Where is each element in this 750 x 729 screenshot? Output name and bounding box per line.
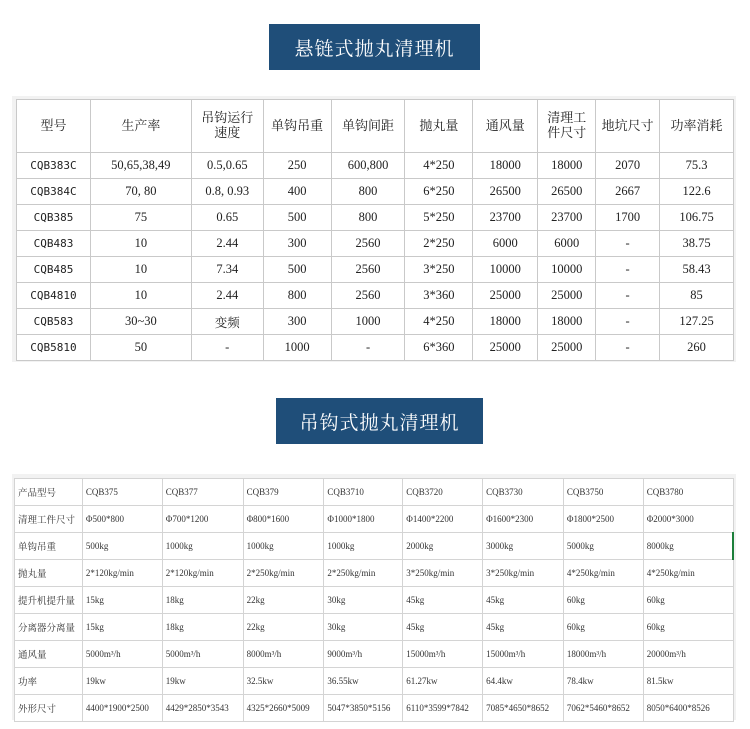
table1-cell: 122.6 (660, 179, 734, 205)
table1-model-cell: CQB385 (17, 205, 91, 231)
table2-cell: 1000kg (162, 533, 243, 560)
table2-cell: 45kg (483, 614, 564, 641)
table1-model-cell: CQB4810 (17, 283, 91, 309)
table1-cell: 25000 (473, 335, 538, 361)
table2-cell: 30kg (324, 614, 403, 641)
table1-cell: 30~30 (90, 309, 191, 335)
table1-row (17, 153, 734, 179)
table2-cell: CQB377 (162, 479, 243, 506)
table1-cell: 2070 (596, 153, 660, 179)
table1-cell: 800 (263, 283, 331, 309)
table1-cell: - (596, 335, 660, 361)
table2-cell: 45kg (483, 587, 564, 614)
table2-label-cell: 清理工件尺寸 (15, 506, 83, 533)
table1-cell: 0.5,0.65 (191, 153, 263, 179)
table1-header-cell: 单钩吊重 (263, 100, 331, 153)
table1-header-cell: 单钩间距 (331, 100, 405, 153)
table2-cell: 3000kg (483, 533, 564, 560)
table1-header-cell: 通风量 (473, 100, 538, 153)
table1-cell: 4*250 (405, 153, 473, 179)
table1-cell: 25000 (538, 335, 596, 361)
table2-label-cell: 抛丸量 (15, 560, 83, 587)
table2-cell: 60kg (563, 614, 643, 641)
table1-header-cell: 型号 (17, 100, 91, 153)
table2-label-cell: 提升机提升量 (15, 587, 83, 614)
table1-cell: 23700 (538, 205, 596, 231)
table1-cell: 50 (90, 335, 191, 361)
table2-cell: CQB3720 (403, 479, 483, 506)
table2-cell: 5047*3850*5156 (324, 695, 403, 722)
table2-cell: 30kg (324, 587, 403, 614)
table2-cell: 9000m³/h (324, 641, 403, 668)
table2-cell: 60kg (563, 587, 643, 614)
table2-cell: Φ2000*3000 (643, 506, 733, 533)
table2-cell: 8050*6400*8526 (643, 695, 733, 722)
table1-cell: - (596, 309, 660, 335)
table1-header-row (17, 100, 734, 153)
table1-header-cell: 生产率 (90, 100, 191, 153)
table1-cell: 25000 (538, 283, 596, 309)
table1-cell: 2560 (331, 257, 405, 283)
table1-cell: 18000 (538, 153, 596, 179)
table2-label-cell: 通风量 (15, 641, 83, 668)
hook-type-spec-table (14, 478, 734, 722)
title-suspension-chain: 悬链式抛丸清理机 (269, 24, 480, 70)
table1-cell: 800 (331, 179, 405, 205)
table1-model-cell: CQB583 (17, 309, 91, 335)
table2-cell: 36.55kw (324, 668, 403, 695)
table1-cell: 10 (90, 257, 191, 283)
table1-cell: 50,65,38,49 (90, 153, 191, 179)
table2-cell: 81.5kw (643, 668, 733, 695)
table2-row (15, 479, 734, 506)
table1-cell: 260 (660, 335, 734, 361)
table2-cell: 4400*1900*2500 (82, 695, 162, 722)
table2-cell: CQB375 (82, 479, 162, 506)
table1-cell: 500 (263, 257, 331, 283)
table1-model-cell: CQB383C (17, 153, 91, 179)
table2-cell: 19kw (162, 668, 243, 695)
table1-cell: 7.34 (191, 257, 263, 283)
table2-cell: 15000m³/h (403, 641, 483, 668)
table1-cell: 10000 (473, 257, 538, 283)
table1-cell: 1000 (331, 309, 405, 335)
table2-row (15, 695, 734, 722)
table1-header-cell: 地坑尺寸 (596, 100, 660, 153)
table2-row (15, 506, 734, 533)
table2-cell: 32.5kw (243, 668, 324, 695)
table2-cell: 22kg (243, 614, 324, 641)
table2-cell: Φ1000*1800 (324, 506, 403, 533)
table1-cell: 10 (90, 231, 191, 257)
table1-row (17, 231, 734, 257)
table1-cell: 400 (263, 179, 331, 205)
table2-cell: 2*250kg/min (324, 560, 403, 587)
table2-cell: 1000kg (243, 533, 324, 560)
table2-row (15, 668, 734, 695)
table2-cell: 7085*4650*8652 (483, 695, 564, 722)
table1-cell: 75 (90, 205, 191, 231)
table2-cell: Φ500*800 (82, 506, 162, 533)
table1-cell: - (596, 231, 660, 257)
table2-cell: 20000m³/h (643, 641, 733, 668)
table1-cell: 85 (660, 283, 734, 309)
table2-cell: 61.27kw (403, 668, 483, 695)
table1-cell: 0.8, 0.93 (191, 179, 263, 205)
table1-cell: 18000 (473, 153, 538, 179)
table2-cell: 15kg (82, 614, 162, 641)
table2-cell: Φ1800*2500 (563, 506, 643, 533)
table2-row (15, 614, 734, 641)
table1-cell: 106.75 (660, 205, 734, 231)
table2-label-cell: 外形尺寸 (15, 695, 83, 722)
table1-cell: 2.44 (191, 231, 263, 257)
table1-cell: 10000 (538, 257, 596, 283)
table2-cell: 7062*5460*8652 (563, 695, 643, 722)
table1-cell: - (331, 335, 405, 361)
table2-cell: 4*250kg/min (643, 560, 733, 587)
table2-cell: 3*250kg/min (483, 560, 564, 587)
table2-cell: 4429*2850*3543 (162, 695, 243, 722)
table2-cell: CQB3730 (483, 479, 564, 506)
table2-cell: 19kw (82, 668, 162, 695)
table2-cell: 4*250kg/min (563, 560, 643, 587)
table1-row (17, 179, 734, 205)
table2-cell: CQB379 (243, 479, 324, 506)
table2-cell: Φ1400*2200 (403, 506, 483, 533)
table1-cell: 70, 80 (90, 179, 191, 205)
table2-cell: 5000kg (563, 533, 643, 560)
table1-cell: 300 (263, 231, 331, 257)
table1-cell: 300 (263, 309, 331, 335)
table1-cell: 6*250 (405, 179, 473, 205)
table2-cell: CQB3750 (563, 479, 643, 506)
table1-cell: 38.75 (660, 231, 734, 257)
table2-cell: 1000kg (324, 533, 403, 560)
table2-cell: CQB3780 (643, 479, 733, 506)
table1-cell: - (596, 283, 660, 309)
table1-cell: 23700 (473, 205, 538, 231)
table1-cell: 127.25 (660, 309, 734, 335)
table1-cell: 500 (263, 205, 331, 231)
table1-header-cell: 吊钩运行 速度 (191, 100, 263, 153)
table1-cell: 10 (90, 283, 191, 309)
table1-cell: 5*250 (405, 205, 473, 231)
table1-cell: 变频 (191, 309, 263, 335)
table2-cell: 45kg (403, 587, 483, 614)
table2-cell: 500kg (82, 533, 162, 560)
title-hook-type: 吊钩式抛丸清理机 (276, 398, 483, 444)
table1-cell: 2560 (331, 283, 405, 309)
table2-cell: 4325*2660*5009 (243, 695, 324, 722)
table1-cell: 26500 (473, 179, 538, 205)
table1-model-cell: CQB384C (17, 179, 91, 205)
table2-label-cell: 产品型号 (15, 479, 83, 506)
table2-cell: 8000m³/h (243, 641, 324, 668)
table1-cell: 26500 (538, 179, 596, 205)
table1-cell: 1700 (596, 205, 660, 231)
table2-cell: 5000m³/h (162, 641, 243, 668)
table2-cell: 18000m³/h (563, 641, 643, 668)
table1-cell: 2*250 (405, 231, 473, 257)
table1-cell: - (191, 335, 263, 361)
table1-row (17, 283, 734, 309)
table1-row (17, 309, 734, 335)
table2-row (15, 560, 734, 587)
table1-header-cell: 抛丸量 (405, 100, 473, 153)
table1-cell: 1000 (263, 335, 331, 361)
table1-cell: 800 (331, 205, 405, 231)
table2-row (15, 641, 734, 668)
table1-cell: 25000 (473, 283, 538, 309)
table1-cell: 18000 (538, 309, 596, 335)
table2-label-cell: 单钩吊重 (15, 533, 83, 560)
table1-cell: 6000 (538, 231, 596, 257)
table2-cell: Φ800*1600 (243, 506, 324, 533)
table2-cell: 15kg (82, 587, 162, 614)
table1-cell: - (596, 257, 660, 283)
table1-row (17, 257, 734, 283)
suspension-chain-spec-table (16, 99, 734, 361)
table2-cell: 60kg (643, 587, 733, 614)
table1-cell: 0.65 (191, 205, 263, 231)
table2-cell: 22kg (243, 587, 324, 614)
table2-cell: 18kg (162, 614, 243, 641)
table1-cell: 2667 (596, 179, 660, 205)
table1-model-cell: CQB485 (17, 257, 91, 283)
table2-cell: 2*120kg/min (162, 560, 243, 587)
table2-cell: Φ700*1200 (162, 506, 243, 533)
table2-cell: 64.4kw (483, 668, 564, 695)
table1-cell: 2560 (331, 231, 405, 257)
table2-cell: 2*250kg/min (243, 560, 324, 587)
table2-label-cell: 功率 (15, 668, 83, 695)
table1-cell: 600,800 (331, 153, 405, 179)
table1-header-cell: 功率消耗 (660, 100, 734, 153)
table1-cell: 6000 (473, 231, 538, 257)
table2-cell: 78.4kw (563, 668, 643, 695)
table1-cell: 75.3 (660, 153, 734, 179)
table1-cell: 250 (263, 153, 331, 179)
table2-cell: 5000m³/h (82, 641, 162, 668)
table1-model-cell: CQB483 (17, 231, 91, 257)
table2-cell: 3*250kg/min (403, 560, 483, 587)
table2-row (15, 587, 734, 614)
table2-row (15, 533, 734, 560)
table1-cell: 3*250 (405, 257, 473, 283)
table2-cell: 8000kg (643, 533, 733, 560)
table2-cell: 45kg (403, 614, 483, 641)
table1-cell: 2.44 (191, 283, 263, 309)
table1-cell: 58.43 (660, 257, 734, 283)
table2-cell: 6110*3599*7842 (403, 695, 483, 722)
table2-cell: 18kg (162, 587, 243, 614)
table1-cell: 18000 (473, 309, 538, 335)
table1-cell: 3*360 (405, 283, 473, 309)
table2-cell: 15000m³/h (483, 641, 564, 668)
table2-cell: Φ1600*2300 (483, 506, 564, 533)
table2-cell: CQB3710 (324, 479, 403, 506)
table2-cell: 60kg (643, 614, 733, 641)
table1-row (17, 335, 734, 361)
table2-label-cell: 分离器分离量 (15, 614, 83, 641)
table1-model-cell: CQB5810 (17, 335, 91, 361)
table1-cell: 6*360 (405, 335, 473, 361)
table2-cell: 2000kg (403, 533, 483, 560)
table1-cell: 4*250 (405, 309, 473, 335)
table2-cell: 2*120kg/min (82, 560, 162, 587)
table1-header-cell: 清理工 件尺寸 (538, 100, 596, 153)
table1-row (17, 205, 734, 231)
